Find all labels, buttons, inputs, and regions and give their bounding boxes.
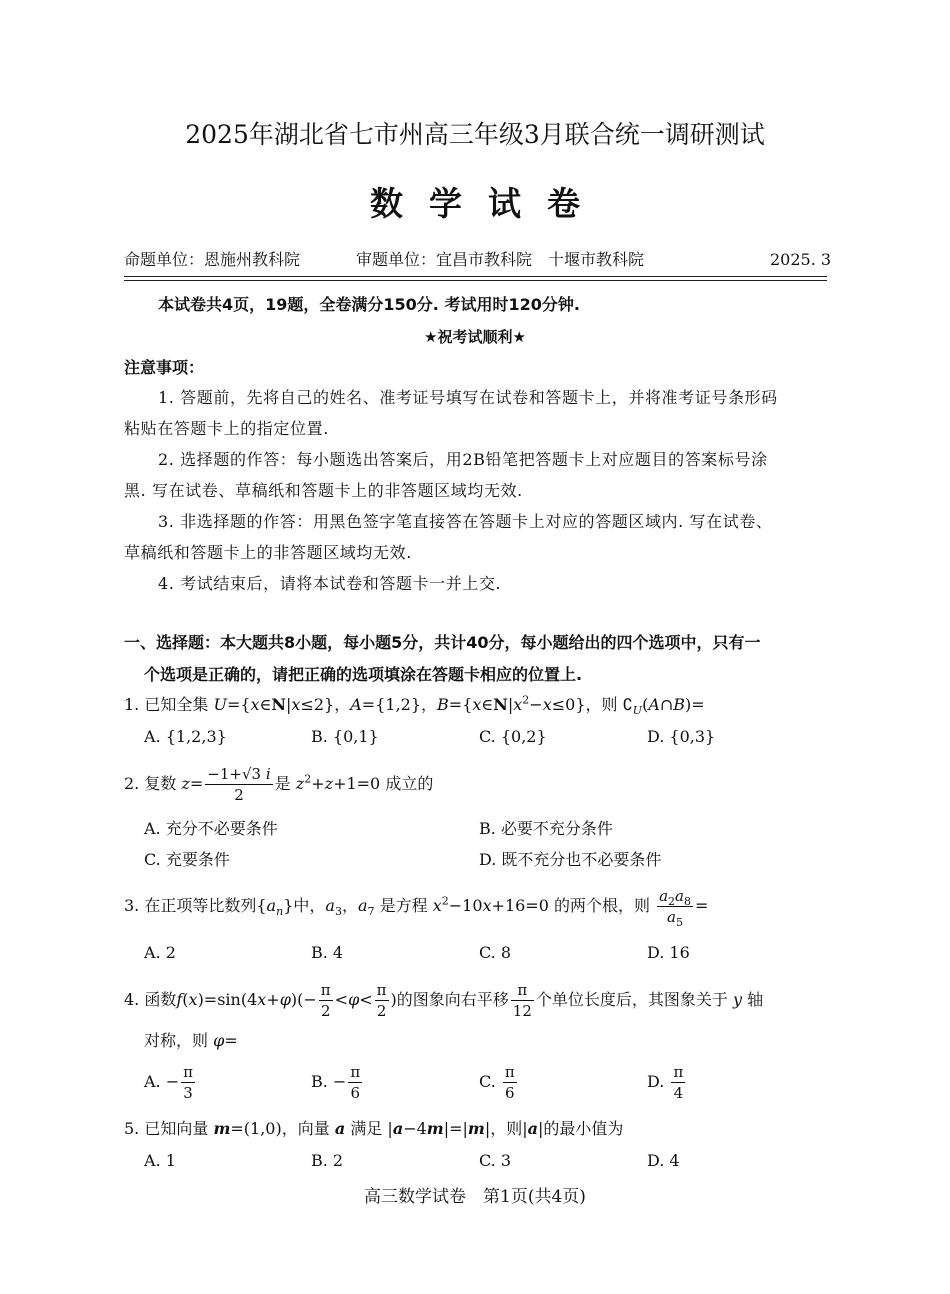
exam-date: 2025. 3	[770, 250, 832, 269]
q4-frac-c: $\frac{\pi}{12}$	[512, 981, 532, 1020]
q3-mid1: 中，	[293, 896, 326, 915]
q4-line2: 对称，则	[144, 1031, 209, 1050]
q5-mid1: ，向量	[281, 1119, 330, 1138]
question-4-line2: 对称，则 φ=	[144, 1031, 238, 1050]
section-heading-line1: 一、选择题：本大题共8小题，每小题5分，共计40分，每小题给出的四个选项中，只有一	[124, 633, 761, 652]
q5-prefix: 5. 已知向量	[124, 1119, 209, 1138]
q1-option-d: D. {0,3}	[647, 727, 716, 746]
q5-mid2: 满足	[350, 1119, 383, 1138]
q4-mid1: 的图象向右平移	[396, 990, 509, 1009]
q3-option-d: D. 16	[647, 943, 690, 962]
q4-option-d-label: D.	[647, 1072, 665, 1091]
q2-option-b: B. 必要不充分条件	[479, 819, 613, 838]
exam-subtitle: 数学试卷	[370, 184, 606, 223]
exam-info: 本试卷共4页，19题，全卷满分150分. 考试用时120分钟.	[158, 295, 580, 314]
q2-option-c: C. 充要条件	[144, 850, 230, 869]
q2-suffix: 是	[274, 774, 291, 793]
notes-heading: 注意事项：	[124, 358, 205, 377]
q4-option-a: A. − $\frac{\pi}{3}$	[144, 1063, 193, 1102]
q4-option-d-frac: $\frac{\pi}{4}$	[673, 1063, 684, 1102]
note-line: 3. 非选择题的作答：用黑色签字笔直接答在答题卡上对应的答题区域内. 写在试卷、	[158, 512, 773, 531]
q4-option-a-label: A.	[144, 1072, 161, 1091]
question-5: 5. 已知向量 m=(1,0)，向量 a 满足 |a−4m|=|m|，则|a|的最小值为	[124, 1119, 624, 1138]
q5-mid4: 的最小值为	[543, 1119, 624, 1138]
q4-option-c-frac: $\frac{\pi}{6}$	[504, 1063, 515, 1102]
q2-tail: 成立的	[385, 774, 434, 793]
note-line: 粘贴在答题卡上的指定位置.	[124, 419, 329, 438]
good-luck-line: ★祝考试顺利★	[424, 328, 526, 346]
q1-option-c: C. {0,2}	[479, 727, 547, 746]
note-line: 黑. 写在试卷、草稿纸和答题卡上的非答题区域均无效.	[124, 481, 523, 500]
q3-option-b: B. 4	[311, 943, 344, 962]
question-4: 4. 函数f(x)=sin(4x+φ)(− $\frac{\pi}{2}$ <φ< $\frac{\pi}{2}$ )的图象向右平移 $\frac{\pi}{12}$ 个单位长度后，其图象关于 y 轴	[124, 981, 764, 1020]
q4-mid3: 轴	[747, 990, 764, 1009]
q5-option-d: D. 4	[647, 1151, 680, 1170]
q2-fraction: $\frac{-1+√3 i}{2}$	[207, 765, 271, 804]
q3-fraction: $\frac{a_2a_8}{a_5}$	[659, 887, 691, 929]
note-line: 1. 答题前，先将自己的姓名、准考证号填写在试卷和答题卡上，并将准考证号条形码	[158, 388, 778, 407]
q4-option-c-label: C.	[479, 1072, 496, 1091]
q4-option-a-frac: $\frac{\pi}{3}$	[183, 1063, 193, 1102]
q3-prefix: 3. 在正项等比数列	[124, 896, 257, 915]
page-footer: 高三数学试卷 第1页(共4页)	[364, 1187, 586, 1207]
question-1: 1. 已知全集 U={x∈N|x≤2}，A={1,2}，$B=\{x\in N|x^2-x\le 0\}$，则 $∁_U(A\cap B)=$	[124, 693, 705, 718]
q4-frac-b: $\frac{\pi}{2}$	[376, 981, 387, 1020]
q4-frac-a: $\frac{\pi}{2}$	[320, 981, 331, 1020]
note-line: 4. 考试结束后，请将本试卷和答题卡一并上交.	[158, 574, 502, 593]
question-2: 2. 复数 z= $\frac{-1+√3 i}{2}$ 是 $z^2+z+1=0$ 成立的	[124, 765, 434, 804]
note-line: 草稿纸和答题卡上的非答题区域均无效.	[124, 543, 412, 562]
q5-option-b: B. 2	[311, 1151, 344, 1170]
header-rule	[124, 276, 827, 277]
section-heading-line2: 个选项是正确的，请把正确的选项填涂在答题卡相应的位置上.	[144, 665, 583, 684]
header-rule-2	[124, 280, 827, 281]
q4-option-c	[479, 1062, 519, 1103]
q4-option-b-label: B.	[311, 1072, 328, 1091]
q1-option-b: B. {0,1}	[311, 727, 379, 746]
q5-mid3: ，则	[490, 1119, 523, 1138]
q5-option-c: C. 3	[479, 1151, 512, 1170]
q1-option-a: A. {1,2,3}	[144, 727, 227, 746]
q4-option-d	[647, 1062, 687, 1103]
q4-mid2: 个单位长度后，其图象关于	[535, 990, 728, 1009]
exam-title: 2025年湖北省七市州高三年级3月联合统一调研测试	[185, 120, 765, 149]
q4-option-b-frac: $\frac{\pi}{6}$	[350, 1063, 361, 1102]
q5-option-a: A. 1	[144, 1151, 176, 1170]
q4-prefix: 4. 函数	[124, 990, 177, 1009]
q3-option-c: C. 8	[479, 943, 512, 962]
q3-mid2: 是方程	[379, 896, 428, 915]
author-unit: 命题单位：恩施州教科院	[124, 250, 301, 269]
q4-option-b: B. − $\frac{\pi}{6}$	[311, 1063, 361, 1102]
q3-option-a: A. 2	[144, 943, 176, 962]
q2-prefix: 2. 复数	[124, 774, 177, 793]
review-unit: 审题单位：宜昌市教科院 十堰市教科院	[356, 250, 645, 269]
note-line: 2. 选择题的作答：每小题选出答案后，用2B铅笔把答题卡上对应题目的答案标号涂	[158, 450, 768, 469]
q2-option-a: A. 充分不必要条件	[144, 819, 278, 838]
q3-mid3: 的两个根，则	[553, 896, 650, 915]
question-3: 3. 在正项等比数列$\{a_n\}$中，$a_3$，$a_7$ 是方程 $x^2-10x+16=0$ 的两个根，则 $\frac{a_2a_8}{a_5}$ =	[124, 887, 709, 929]
q2-option-d: D. 既不充分也不必要条件	[479, 850, 662, 869]
